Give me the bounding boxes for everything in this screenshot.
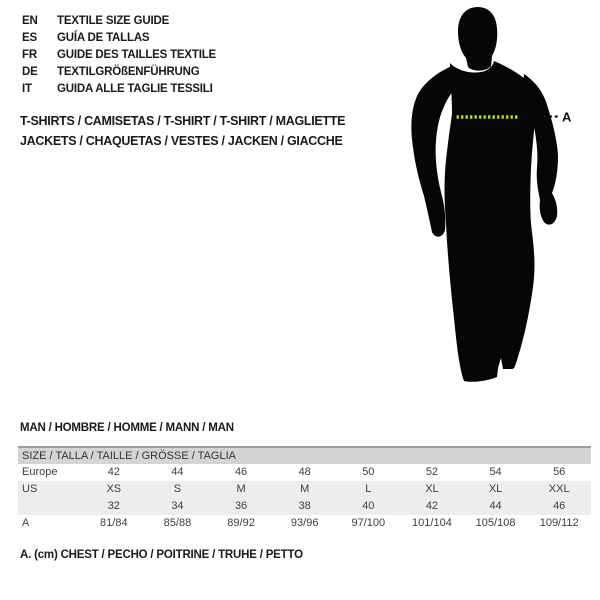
silhouette-torso-legs: [445, 61, 537, 382]
size-cell: XS: [106, 483, 122, 495]
measurement-footnote: A. (cm) CHEST / PECHO / POITRINE / TRUHE / PETTO: [20, 549, 303, 561]
language-row: [22, 13, 216, 30]
language-code: FR: [22, 49, 37, 61]
language-code: ES: [22, 32, 37, 44]
size-cell: S: [173, 483, 182, 495]
size-cell: L: [365, 483, 372, 495]
size-cell: 52: [425, 466, 439, 478]
gender-section-title: MAN / HOMBRE / HOMME / MANN / MAN: [20, 422, 234, 434]
table-row: [18, 498, 591, 515]
garment-line-tshirts: T-SHIRTS / CAMISETAS / T-SHIRT / T-SHIRT / MAGLIETTE: [20, 114, 346, 128]
size-cell: 44: [489, 500, 502, 512]
man-silhouette: [400, 0, 600, 400]
size-cell: 46: [234, 466, 248, 478]
size-cell: 48: [298, 466, 311, 478]
man-silhouette-shape: [411, 7, 558, 382]
size-cell: 44: [171, 466, 184, 478]
language-guide-title: GUIDA ALLE TAGLIE TESSILI: [57, 83, 213, 95]
size-cell: 105/108: [475, 517, 516, 529]
table-row: [18, 515, 591, 532]
size-cell: 34: [171, 500, 184, 512]
size-cell: 97/100: [351, 517, 386, 529]
size-cell: XL: [425, 483, 439, 495]
language-guide-title: GUIDE DES TAILLES TEXTILE: [57, 49, 216, 61]
size-cell: 101/104: [412, 517, 452, 529]
row-label: [18, 498, 82, 515]
size-table-header: SIZE / TALLA / TAILLE / GRÖSSE / TAGLIA: [18, 446, 591, 464]
size-cell: 54: [489, 466, 502, 478]
size-cell: 50: [362, 466, 375, 478]
size-cell: 109/112: [539, 517, 579, 529]
language-code: IT: [22, 83, 32, 95]
size-cell: 46: [553, 500, 566, 512]
language-row: [22, 64, 216, 81]
size-cell: 40: [362, 500, 375, 512]
language-guide-title: GUÍA DE TALLAS: [57, 32, 150, 44]
language-row: [22, 81, 216, 98]
size-cell: 36: [234, 500, 248, 512]
silhouette-head: [458, 7, 497, 71]
size-cell: 93/96: [290, 517, 319, 529]
language-guide-title: TEXTILGRÖßENFÜHRUNG: [57, 66, 200, 78]
size-cell: M: [300, 483, 310, 495]
size-cell: XXL: [548, 483, 570, 495]
language-row: [22, 47, 216, 64]
size-cell: M: [236, 483, 246, 495]
language-code: EN: [22, 15, 38, 27]
size-cell: 56: [553, 466, 566, 478]
size-table: [18, 446, 591, 532]
size-cell: 89/92: [227, 517, 255, 529]
size-cell: XL: [488, 483, 503, 495]
table-row: [18, 464, 591, 481]
size-cell: 38: [298, 500, 311, 512]
language-row: [22, 30, 216, 47]
size-cell: 81/84: [100, 517, 128, 529]
size-cell: 85/88: [163, 517, 192, 529]
measure-label-a: A: [562, 109, 572, 125]
garment-line-jackets: JACKETS / CHAQUETAS / VESTES / JACKEN / GIACCHE: [20, 134, 343, 148]
row-label: US: [22, 483, 38, 495]
size-table-body: [18, 464, 591, 532]
table-row: [18, 481, 591, 498]
size-cell: 32: [107, 500, 120, 512]
language-code: DE: [22, 66, 38, 78]
garment-type-heading: [20, 111, 345, 151]
row-label: A: [22, 517, 30, 529]
size-cell: 42: [107, 466, 120, 478]
language-guide-title: TEXTILE SIZE GUIDE: [57, 15, 170, 27]
size-cell: 42: [425, 500, 439, 512]
row-label: Europe: [22, 466, 58, 478]
language-guide-list: [22, 13, 216, 98]
